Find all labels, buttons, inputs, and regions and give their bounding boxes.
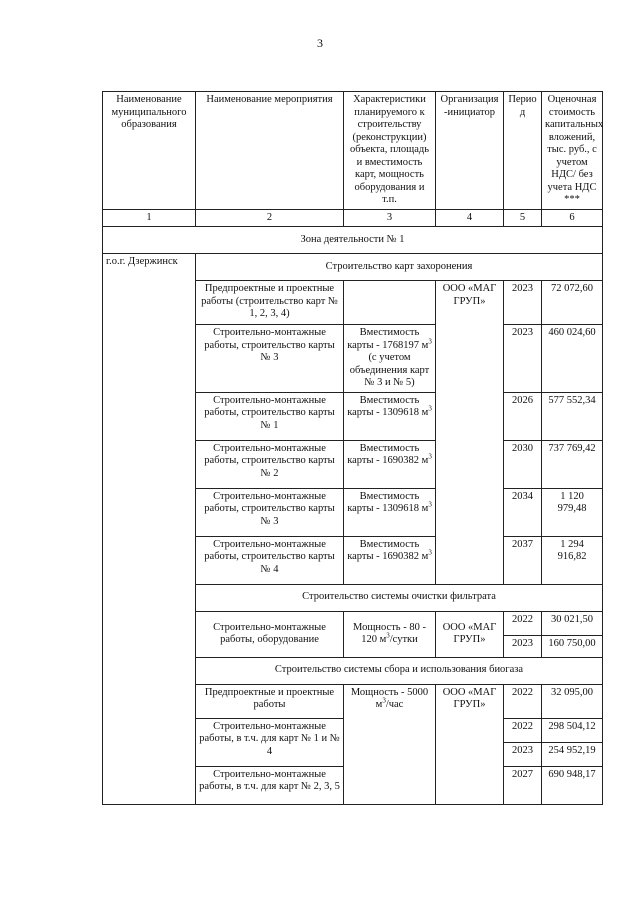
period-cell: 2022: [504, 718, 542, 742]
period-cell: 2027: [504, 766, 542, 804]
section-title: Строительство системы очистки фильтрата: [196, 584, 603, 611]
characteristics-cell: [344, 281, 436, 325]
characteristics-cell: Вместимость карты - 1690382 $м^3$: [344, 536, 436, 584]
investment-table: [102, 91, 603, 805]
measure-cell: Предпроектные и проектные работы: [196, 684, 344, 718]
header-cost: Оценочная стоимость капитальных вложений, тыс. руб., с учетом НДС/ без учета НДС ***: [542, 92, 603, 210]
column-number-row: [103, 209, 603, 227]
period-cell: 2023: [504, 281, 542, 325]
measure-cell: Строительно-монтажные работы, строительство карты № 4: [196, 536, 344, 584]
section-title-row: [103, 254, 603, 281]
characteristics-cell: Вместимость карты - 1309618 $м^3$: [344, 488, 436, 536]
cost-cell: 737 769,42: [542, 440, 603, 488]
col-number: 3: [344, 209, 436, 227]
characteristics-cell: Мощность - 5000 $м^3$/час: [344, 684, 436, 804]
header-municipality: Наименование муниципального образования: [103, 92, 196, 210]
period-cell: 2023: [504, 635, 542, 657]
period-cell: 2023: [504, 325, 542, 393]
section-title: Строительство системы сбора и использования биогаза: [196, 657, 603, 684]
period-cell: 2023: [504, 742, 542, 766]
characteristics-cell: Мощность - 80 - 120 $м^3$/сутки: [344, 611, 436, 657]
period-cell: 2030: [504, 440, 542, 488]
cost-cell: 577 552,34: [542, 392, 603, 440]
period-cell: 2022: [504, 611, 542, 635]
period-cell: 2037: [504, 536, 542, 584]
characteristics-cell: Вместимость карты - 1309618 $м^3$: [344, 392, 436, 440]
organization-cell: ООО «МАГ ГРУП»: [436, 611, 504, 657]
zone-title: Зона деятельности № 1: [103, 227, 603, 254]
zone-row: [103, 227, 603, 254]
cost-cell: 1 294 916,82: [542, 536, 603, 584]
col-number: 1: [103, 209, 196, 227]
header-characteristics: Характеристики планируемого к строительству (реконструкции) объекта, площадь и вместимость карт, мощность оборудования и т.п.: [344, 92, 436, 210]
cost-cell: 1 120 979,48: [542, 488, 603, 536]
col-number: 5: [504, 209, 542, 227]
cost-cell: 298 504,12: [542, 718, 603, 742]
header-measure: Наименование мероприятия: [196, 92, 344, 210]
period-cell: 2034: [504, 488, 542, 536]
col-number: 2: [196, 209, 344, 227]
measure-cell: Строительно-монтажные работы, строительство карты № 1: [196, 392, 344, 440]
col-number: 4: [436, 209, 504, 227]
cost-cell: 254 952,19: [542, 742, 603, 766]
organization-cell: ООО «МАГ ГРУП»: [436, 281, 504, 585]
measure-cell: Строительно-монтажные работы, в т.ч. для карт № 1 и № 4: [196, 718, 344, 766]
cost-cell: 460 024,60: [542, 325, 603, 393]
measure-cell: Строительно-монтажные работы, строительство карты № 3: [196, 325, 344, 393]
page-number: 3: [317, 36, 323, 50]
measure-cell: Строительно-монтажные работы, в т.ч. для карт № 2, 3, 5: [196, 766, 344, 804]
cost-cell: 160 750,00: [542, 635, 603, 657]
measure-cell: Строительно-монтажные работы, строительство карты № 3: [196, 488, 344, 536]
characteristics-cell: Вместимость карты - 1690382 $м^3$: [344, 440, 436, 488]
measure-cell: Строительно-монтажные работы, строительство карты № 2: [196, 440, 344, 488]
cost-cell: 690 948,17: [542, 766, 603, 804]
cost-cell: 72 072,60: [542, 281, 603, 325]
measure-cell: Строительно-монтажные работы, оборудование: [196, 611, 344, 657]
cost-cell: 32 095,00: [542, 684, 603, 718]
period-cell: 2026: [504, 392, 542, 440]
header-organization: Организация -инициатор: [436, 92, 504, 210]
period-cell: 2022: [504, 684, 542, 718]
section-title: Строительство карт захоронения: [196, 254, 603, 281]
measure-cell: Предпроектные и проектные работы (строительство карт № 1, 2, 3, 4): [196, 281, 344, 325]
header-period: Перио д: [504, 92, 542, 210]
col-number: 6: [542, 209, 603, 227]
header-row: [103, 92, 603, 210]
cost-cell: 30 021,50: [542, 611, 603, 635]
municipality-cell: г.о.г. Дзержинск: [103, 254, 196, 805]
characteristics-cell: Вместимость карты - 1768197 $м^3$ (с учетом объединения карт № 3 и № 5): [344, 325, 436, 393]
organization-cell: ООО «МАГ ГРУП»: [436, 684, 504, 804]
